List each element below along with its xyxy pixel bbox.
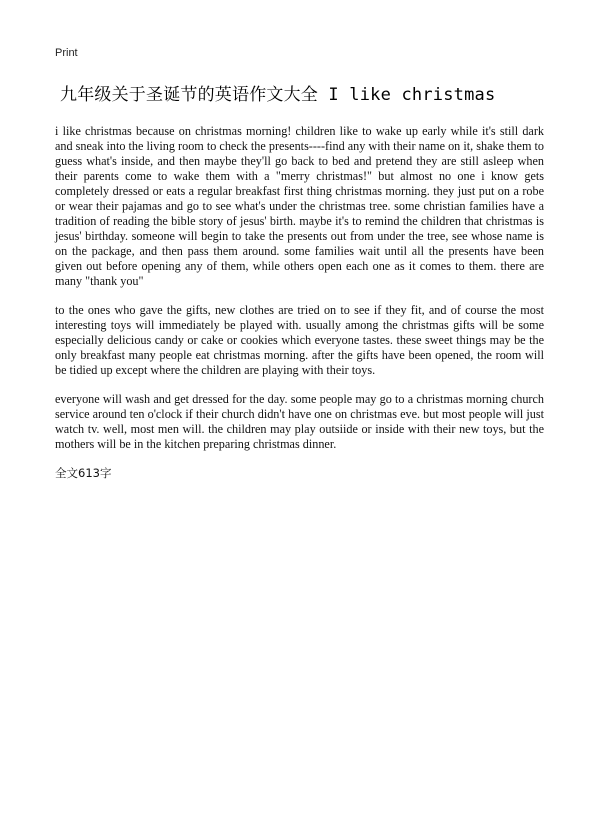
- paragraph-1: i like christmas because on christmas morning! children like to wake up early while it's still dark and sneak into the living room to check the presents----find any with their name on it, shake them to guess what's inside, and then maybe they'll go back to bed and pretend they are still asleep when their parents come to wake them with a "merry christmas!" but almost no one i know gets completely dressed or eats a regular breakfast first thing christmas morning. they just put on a robe or wear their pajamas and go to see what's under the christmas tree. some christian families have a tradition of reading the bible story of jesus' birth. maybe it's to remind the children that christmas is jesus' birthday. someone will begin to take the presents out from under the tree, see whose name is on the package, and then pass them around. some families wait until all the presents have been given out before opening any of them, while others open each one as it comes to them. there are many "thank you": [55, 124, 544, 288]
- word-count: 全文613字: [55, 466, 112, 480]
- print-label: Print: [55, 47, 78, 59]
- document-title: 九年级关于圣诞节的英语作文大全 I like christmas: [60, 85, 496, 105]
- document-body: [55, 124, 544, 481]
- paragraph-2: to the ones who gave the gifts, new clothes are tried on to see if they fit, and of course the most interesting toys will immediately be played with. usually among the christmas gifts will be some especially delicious candy or cake or cookies which everyone tastes. these sweet things may be the only breakfast many people eat christmas morning. after the gifts have been opened, the room will be tidied up except where the children are playing with their toys.: [55, 303, 544, 377]
- paragraph-3: everyone will wash and get dressed for the day. some people may go to a christmas morning church service around ten o'clock if their church didn't have one on christmas eve. but most people will just watch tv. well, most men will. the children may play outsiide or inside with their new toys, but the mothers will be in the kitchen preparing christmas dinner.: [55, 392, 544, 451]
